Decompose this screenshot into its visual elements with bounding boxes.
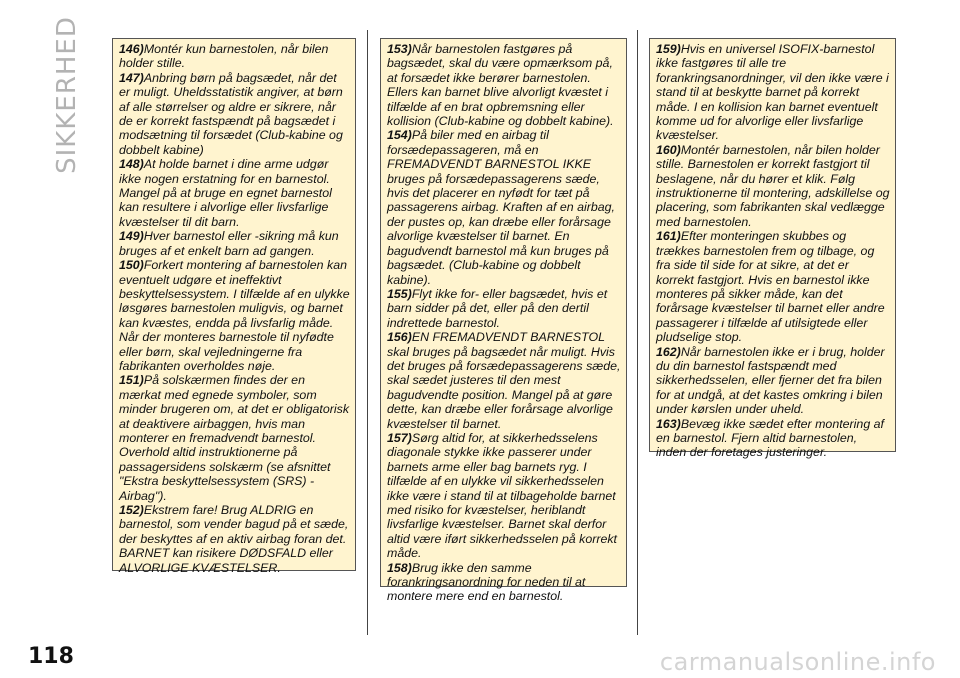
note-158: 158)Brug ikke den samme forankringsanordning for neden til at montere mere end en barnestol.: [387, 560, 586, 604]
warning-notes-column-3: [649, 38, 896, 460]
section-tab-label: SIKKERHED: [52, 16, 83, 174]
note-149: 149)Hver barnestol eller -sikring må kun bruges af et enkelt barn ad gangen.: [119, 229, 339, 258]
note-147: 147)Anbring børn på bagsædet, når det er muligt. Uheldsstatistik angiver, at børn af alle størrelser og aldre er sikrere, når de er korrekt fastspændt på bagsædet i modsætning til forsædet (Club-kabine og dobbelt kabine): [119, 70, 343, 157]
note-153: 153)Når barnestolen fastgøres på bagsædet, skal du være opmærksom på, at forsædet ikke berører barnestolen. Ellers kan barnet blive alvorligt kvæstet i tilfælde af en brat opbremsning eller kollision (Club-kabine og dobbelt kabine).: [387, 42, 614, 129]
note-148: 148)At holde barnet i dine arme udgør ikke nogen erstatning for en barnestol. Mangel på at bruge en egnet barnestol kan resultere i alvorlige eller livsfarlige kvæstelser til dit barn.: [119, 157, 332, 229]
column-divider-2: [637, 30, 638, 635]
warning-notes-column-1: [112, 38, 356, 575]
watermark: carmanualsonline.info: [659, 648, 936, 676]
page-number: 118: [28, 644, 74, 669]
note-150: 150)Forkert montering af barnestolen kan eventuelt udgøre et ineffektivt beskyttelsessystem. I tilfælde af en ulykke løsgøres barnestolen muligvis, og barnet kan kvæstes, endda på livsfarlig måde. Når der monteres barnestole til nyfødte eller børn, skal vejledningerne fra fabrikanten overholdes nøje.: [119, 258, 350, 373]
note-155: 155)Flyt ikke for- eller bagsædet, hvis et barn sidder på det, eller på den dertil indrettede barnestol.: [387, 286, 608, 330]
warning-notes-column-2: [380, 38, 627, 604]
note-160: 160)Montér barnestolen, når bilen holder stille. Barnestolen er korrekt fastgjort til beslagene, når du hører et klik. Følg instruktionerne til montering, adskillelse og placering, som fabrikanten skal vedlægge med barnestolen.: [656, 142, 890, 229]
note-162: 162)Når barnestolen ikke er i brug, holder du din barnestol fastspændt med sikkerhedsselen, eller fjerner det fra bilen for at undgå, at det kastes omkring i bilen under kørslen under uheld.: [656, 344, 885, 417]
note-152: 152)Ekstrem fare! Brug ALDRIG en barnestol, som vender bagud på et sæde, der beskyttes af en aktiv airbag foran det. BARNET kan risikere DØDSFALD eller ALVORLIGE KVÆSTELSER.: [119, 503, 349, 575]
note-154: 154)På biler med en airbag til forsædepassageren, må en FREMADVENDT BARNESTOL IKKE bruges på forsædepassagerens sæde, hvis det placerer en nyfødt for tæt på passagerens airbag. Kraften af en airbag, der pustes op, kan dræbe eller forårsage alvorlige kvæstelser til barnet. En bagudvendt barnestol må kun bruges på bagsædet. (Club-kabine og dobbelt kabine).: [387, 128, 615, 287]
note-151: 151)På solskærmen findes der en mærkat med egnede symboler, som minder brugeren om, at det er obligatorisk at deaktivere airbaggen, hvis man monterer en fremadvendt barnestol. Overhold altid instruktionerne på passagersidens solskærm (se afsnittet "Ekstra beskyttelsessystem (SRS) - Airbag").: [119, 373, 350, 503]
note-161: 161)Efter monteringen skubbes og trækkes barnestolen frem og tilbage, og fra side til side for at sikre, at det er korrekt fastgjort. Hvis en barnestol ikke monteres på sikker måde, kan det forårsage kvæstelser til barnet eller andre passagerer i tilfælde af utilsigtede eller pludselige stop.: [656, 229, 885, 345]
note-159: 159)Hvis en universel ISOFIX-barnestol ikke fastgøres til alle tre forankringsanordninger, vil den ikke være i stand til at beskytte barnet på korrekt måde. I en kollision kan barnet eventuelt komme ud for alvorlige eller livsfarlige kvæstelser.: [656, 42, 889, 143]
section-tab: [52, 16, 83, 174]
column-divider-1: [367, 30, 368, 635]
note-157: 157)Sørg altid for, at sikkerhedsselens diagonale stykke ikke passerer under barnets arme eller bag barnets ryg. I tilfælde af en ulykke vil sikkerhedsselen ikke være i stand til at tilbageholde barnet med risiko for kvæstelser, heriblandt livsfarlige kvæstelser. Barnet skal derfor altid være iført sikkerhedsselen på korrekt måde.: [387, 430, 618, 561]
note-146: 146)Montér kun barnestolen, når bilen holder stille.: [119, 42, 329, 71]
note-163: 163)Bevæg ikke sædet efter montering af en barnestol. Fjern altid barnestolen, inden der foretages justeringer.: [656, 416, 884, 460]
note-156: 156)EN FREMADVENDT BARNESTOL skal bruges på bagsædet når muligt. Hvis det bruges på forsædepassagerens sæde, skal sædet justeres til den mest bagudvendte position. Mangel på at gøre dette, kan dræbe eller forårsage alvorlige kvæstelser til barnet.: [387, 330, 621, 431]
